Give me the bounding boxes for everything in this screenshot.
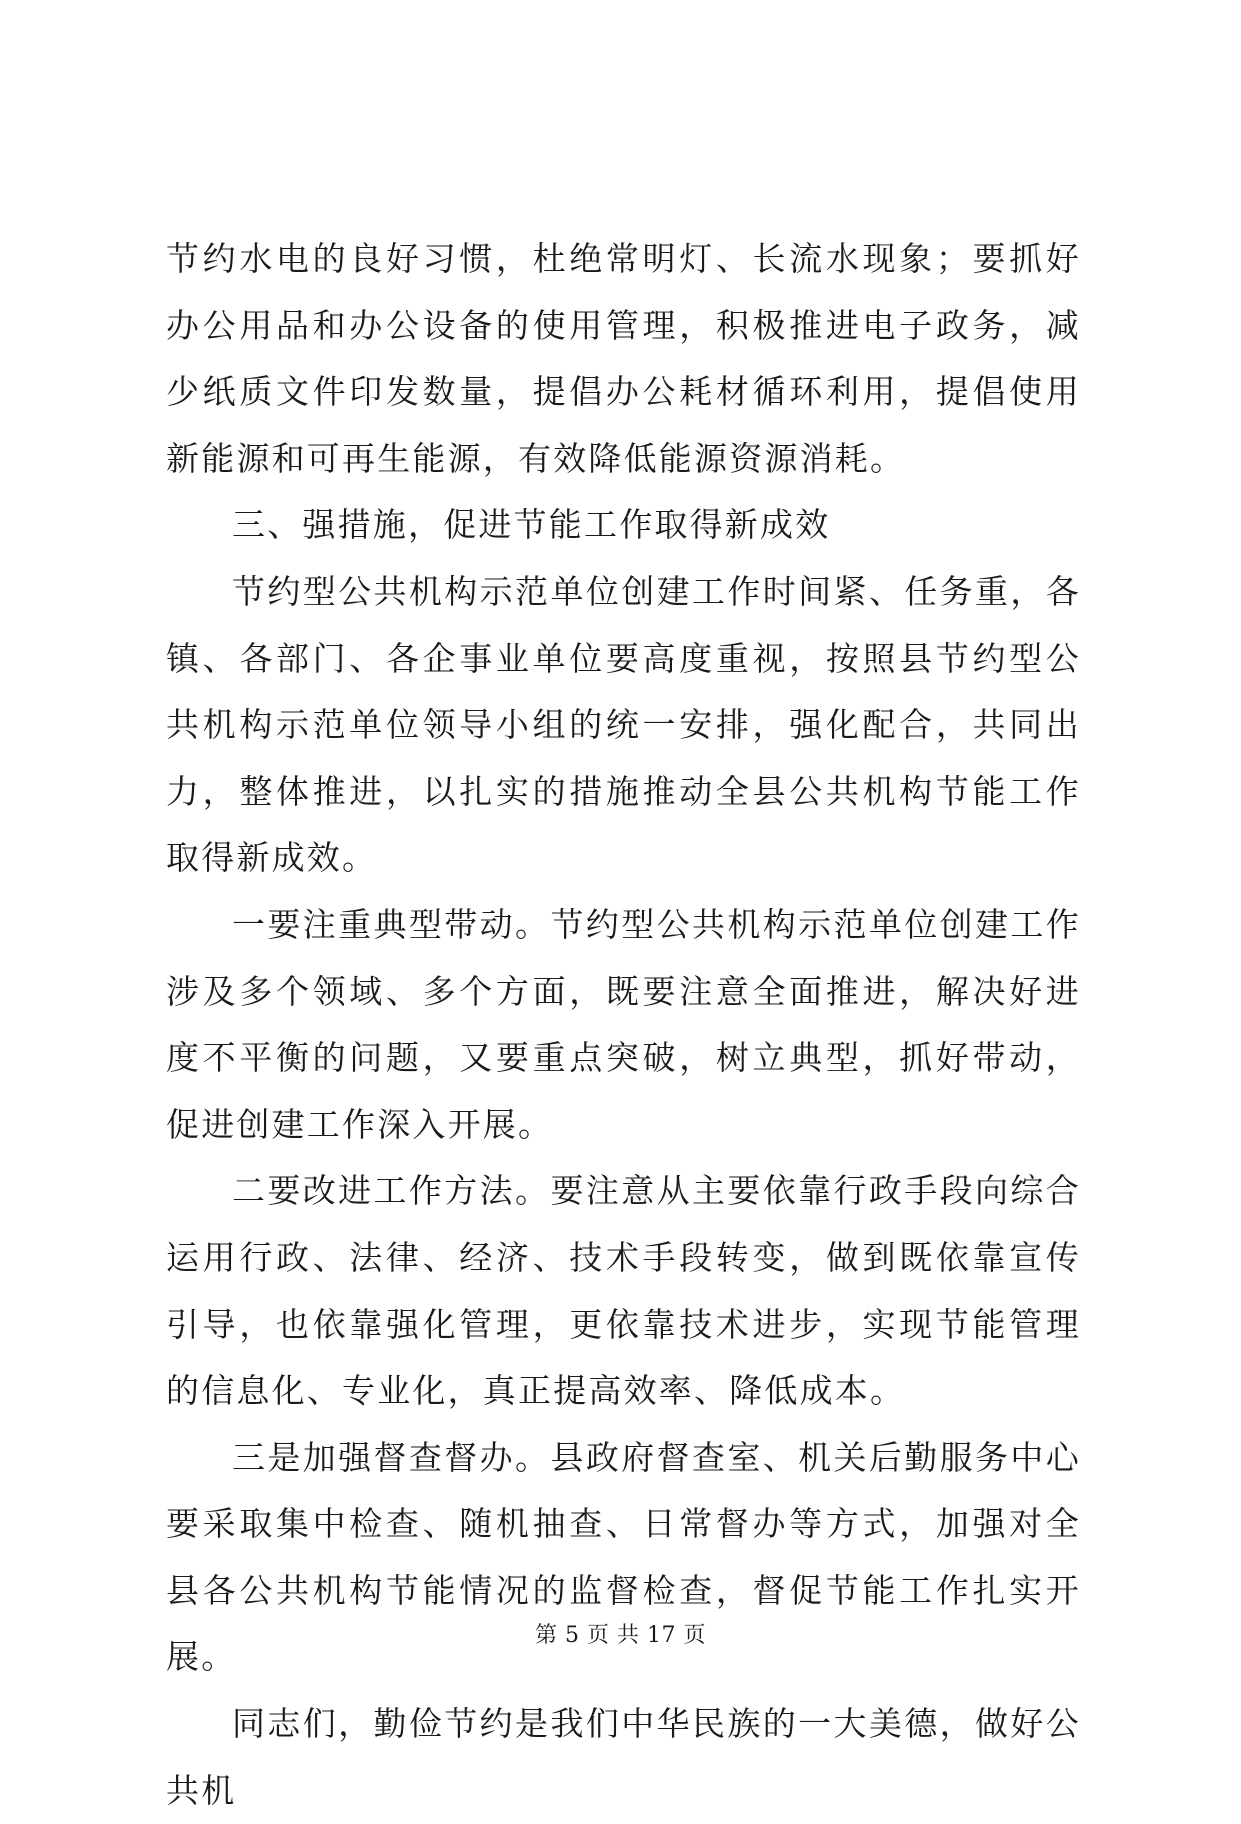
document-body: [166, 226, 1081, 1824]
page-number-footer: 第 5 页 共 17 页: [535, 1623, 706, 1648]
paragraph: 三是加强督查督办。县政府督查室、机关后勤服务中心要采取集中检查、随机抽查、日常督办等方式，加强对全县各公共机构节能情况的监督检查，督促节能工作扎实开展。: [166, 1437, 1081, 1677]
paragraph: 一要注重典型带动。节约型公共机构示范单位创建工作涉及多个领域、多个方面，既要注意全面推进，解决好进度不平衡的问题，又要重点突破，树立典型，抓好带动，促进创建工作深入开展。: [166, 904, 1081, 1144]
paragraph: 二要改进工作方法。要注意从主要依靠行政手段向综合运用行政、法律、经济、技术手段转变，做到既依靠宣传引导，也依靠强化管理，更依靠技术进步，实现节能管理的信息化、专业化，真正提高效率、降低成本。: [166, 1171, 1081, 1411]
paragraph-continued: 节约水电的良好习惯，杜绝常明灯、长流水现象；要抓好办公用品和办公设备的使用管理，积极推进电子政务，减少纸质文件印发数量，提倡办公耗材循环利用，提倡使用新能源和可再生能源，有效降低能源资源消耗。: [166, 239, 1081, 478]
paragraph: 节约型公共机构示范单位创建工作时间紧、任务重，各镇、各部门、各企事业单位要高度重视，按照县节约型公共机构示范单位领导小组的统一安排，强化配合，共同出力，整体推进，以扎实的措施推动全县公共机构节能工作取得新成效。: [166, 571, 1081, 878]
paragraph: 同志们，勤俭节约是我们中华民族的一大美德，做好公共机: [166, 1704, 1081, 1810]
section-heading: 三、强措施，促进节能工作取得新成效: [232, 505, 831, 545]
